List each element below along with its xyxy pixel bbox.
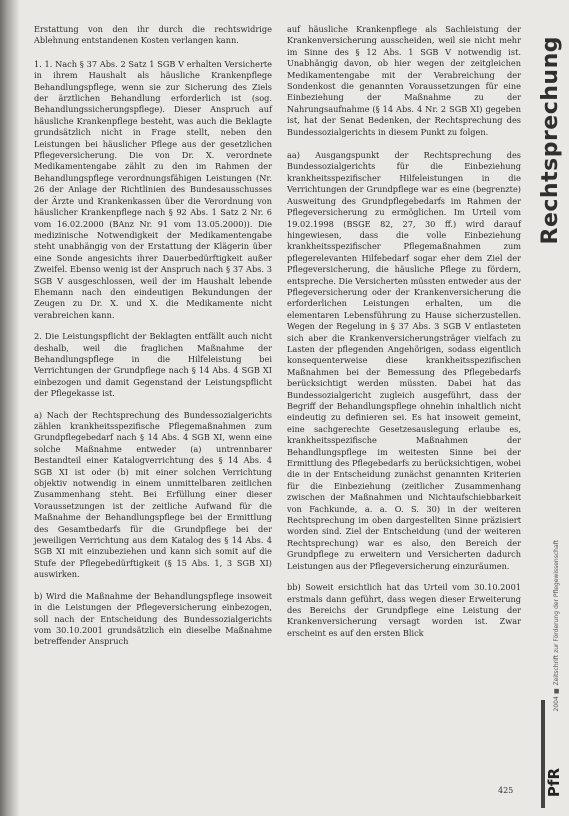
paragraph: aa) Ausgangspunkt der Rechtsprechung des Bundessozialgerichts für die Einbeziehung krankheitsspezifischer Hilfeleistungen in die Verrichtungen der Grundpflege war es eine (begrenzte) Ausweitung des Grundpflegebedarfs im Rahmen der Pflegeversicherung zu ermöglichen. Im Urteil vom 19.02.1998 (BSGE 82, 27, 30 ff.) wird darauf hingewiesen, dass die volle Einbeziehung krankheitsspezifischer Pflegemaßnahmen zum pflegerelevanten Hilfebedarf sogar eher dem Ziel der Pflegeversicherung, die häusliche Pflege zu fördern, entspreche. Die Versicherten müssten entweder aus der Pflegeversicherung oder der Krankenversicherung die erforderlichen Leistungen erhalten, um die elementaren Lebensführung zu Hause sicherzustellen. Wegen der Regelung in § 37 Abs. 3 SGB V entlasteten sich aber die Krankenversicherungsträger vielfach zu Lasten der pflegenden Angehörigen, sodass eigentlich konsequenterweise diese krankheitsspezifischen Maßnahmen bei der Bemessung des Pflegebedarfs berücksichtigt werden müssten. Dabei hat das Bundessozialgericht zugleich ausgeführt, dass der Begriff der Behandlungspflege ohnehin inhaltlich nicht eindeutig zu definieren sei. Es hat insoweit gemeint, eine sachgerechte Gesetzesauslegung erlaube es, krankheitsspezifische Maßnahmen der Behandlungspflege im weitesten Sinne bei der Ermittlung des Pflegebedarfs zu berücksichtigen, wobei die in der Entscheidung zunächst genannten Kriterien für die Einbeziehung (zeitlicher Zusammenhang zwischen der Maßnahmen und Nichtaufschiebbarkeit von Fachkunde, a. a. O. S. 30) in der weiteren Rechtsprechung im oben dargestellten Sinne präzisiert worden sind. Ziel der Entscheidung (und der weiteren Rechtsprechung) war es also, den Bereich der Grundpflege zu erweitern und Versicherten dadurch Leistungen aus der Pflegeversicherung einzuräumen.: [287, 150, 521, 571]
paragraph: 1. 1. Nach § 37 Abs. 2 Satz 1 SGB V erhalten Versicherte in ihrem Haushalt als häusliche Krankenpflege Behandlungspflege, wenn sie zur Sicherung des Ziels der ärztlichen Behandlung erforderlich ist (sog. Behandlungssicherungspflege). Dieser Anspruch auf häusliche Krankenpflege besteht, was auch die Beklagte grundsätzlich nicht in Frage stellt, neben den Leistungen bei häuslicher Pflege aus der gesetzlichen Pflegeversicherung. Die von Dr. X. verordnete Medikamentengabe zählt zu den im Rahmen der Behandlungspflege verordnungsfähigen Leistungen (Nr. 26 der Anlage der Richtlinien des Bundesausschusses der Ärzte und Krankenkassen über die Verordnung von häuslicher Krankenpflege nach § 92 Abs. 1 Satz 2 Nr. 6 vom 16.02.2000 (BAnz Nr. 91 vom 13.05.2000)). Die medizinische Notwendigkeit der Medikamentengabe steht unabhängig von der Erstattung der Klägerin über eine Sonde angesichts ihrer Dauerbedürftigkeit außer Zweifel. Ebenso wenig ist der Anspruch nach § 37 Abs. 3 SGB V ausgeschlossen, weil der im Haushalt lebende Ehemann nach den eindeutigen Bekundungen der Zeugen zu Dr. X. und X. die Medikamente nicht verabreichen kann.: [34, 58, 272, 320]
journal-logo: PfR: [545, 768, 563, 798]
paragraph: bb) Soweit ersichtlich hat das Urteil vom 30.10.2001 erstmals dann geführt, dass wegen dieser Erweiterung des Bereichs der Grundpflege eine Leistung der Krankenversicherung versagt worden ist. Zwar erscheint es auf den ersten Blick: [287, 582, 521, 638]
paragraph: 2. Die Leistungspflicht der Beklagten entfällt auch nicht deshalb, weil die fraglichen Maßnahme der Behandlungspflege in die Hilfeleistung bei Verrichtungen der Grundpflege nach § 14 Abs. 4 SGB XI einbezogen und damit Gegenstand der Leistungspflicht der Pflegekasse ist.: [34, 331, 272, 399]
paragraph: auf häusliche Krankenpflege als Sachleistung der Krankenversicherung ausscheiden, weil sie nicht mehr im Sinne des § 12 Abs. 1 SGB V notwendig ist. Unabhängig davon, ob hier wegen der zeitgleichen Medikamentengabe mit der Verabreichung der Sondenkost die genannten Voraussetzungen für eine Einbeziehung der Maßnahme zu der Nahrungsaufnahme (§ 14 Abs. 4 Nr. 2 SGB XI) gegeben ist, hat der Senat Bedenken, der Rechtsprechung des Bundessozialgerichts in diesem Punkt zu folgen.: [287, 24, 521, 137]
page-number: 425: [498, 786, 514, 795]
right-column: [287, 24, 521, 649]
section-title: Rechtsprechung: [538, 36, 563, 245]
page-fold-shadow: [0, 0, 20, 816]
left-column: [34, 24, 272, 658]
paragraph: Erstattung von den ihr durch die rechtswidrige Ablehnung entstandenen Kosten verlangen kann.: [34, 24, 272, 46]
paragraph: a) Nach der Rechtsprechung des Bundessozialgerichts zählen krankheitsspezifische Pflegemaßnahmen zum Grundpflegebedarf nach § 14 Abs. 4 SGB XI, wenn eine solche Maßnahme entweder (a) untrennbarer Bestandteil einer Katalogverrichtung des § 14 Abs. 4 SGB XI ist oder (b) mit einer solchen Verrichtung objektiv notwendig in einem unmittelbaren zeitlichen Zusammenhang steht. Bei Erfüllung einer dieser Voraussetzungen ist der zeitliche Aufwand für die Maßnahme der Behandlungspflege bei der Ermittlung des Gesamtbedarfs für die Grundpflege bei der jeweiligen Verrichtung aus dem Katalog des § 14 Abs. 4 SGB XI mit einzubeziehen und kann sich somit auf die Stufe der Pflegebedürftigkeit (§ 15 Abs. 1, 3 SGB XI) auswirken.: [34, 409, 272, 580]
paragraph: b) Wird die Maßnahme der Behandlungspflege insoweit in die Leistungen der Pflegeversicherung einbezogen, soll nach der Entscheidung des Bundessozialgerichts vom 30.10.2001 grundsätzlich ein dieselbe Maßnahme betreffender Anspruch: [34, 590, 272, 647]
journal-caption: 2004 ■ Zeitschrift zur Förderung der Pflegewissenschaft: [553, 540, 560, 712]
